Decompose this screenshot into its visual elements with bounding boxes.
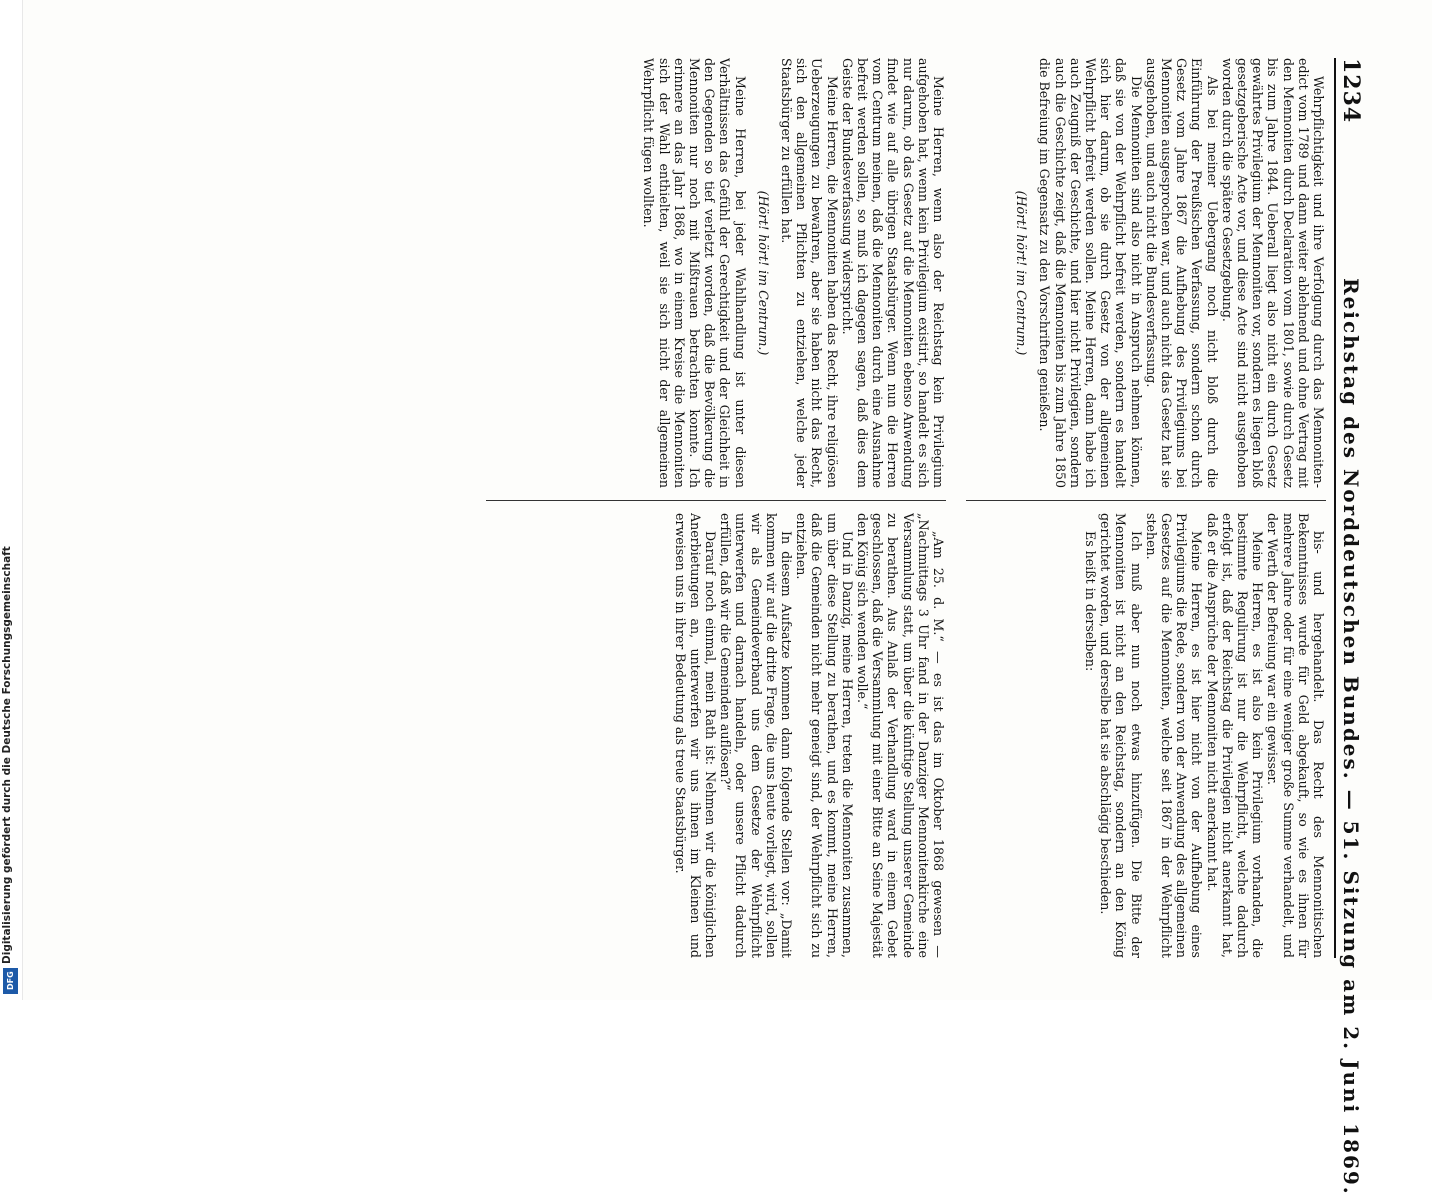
paragraph: Meine Herren, wenn also der Reichstag kein Privilegium aufgehoben hat, wenn kein Privilegium existirt, so handelt es sich nur darum, ob das Gesetz auf die Mennoniten ebenso Anwendung findet wie auf alle übrigen Staatsbürger. Wenn nun die Herren vom Centrum meinen, daß die Mennoniten durch eine Ausnahme befreit werden sollen, so muß ich dagegen sagen, daß dies dem Geiste der Bundesverfassung widerspricht. <box>839 58 946 488</box>
paragraph: Meine Herren, die Mennoniten haben das Recht, ihre religiösen Ueberzeugungen zu bewahren, aber sie haben nicht das Recht, sich den allgemeinen Pflichten zu entziehen, welche jeder Staatsbürger zu erfüllen hat. <box>778 58 840 488</box>
paragraph: Die Mennoniten sind also nicht in Anspruch nehmen können, daß sie von der Wehrpflicht befreit werden, sondern es handelt sich hier darum, ob sie durch Gesetz von der allgemeinen Wehrpflicht befreit werden sollen. Meine Herren, dann habe ich auch Zeugniß der Geschichte, und hier nicht Privilegien, sondern auch die Geschichte zeigt, daß die Mennoniten bis zum Jahre 1850 die Befreiung im Gegensatz zu den Vorschriften genießen. <box>1037 58 1144 488</box>
column-divider <box>486 500 946 501</box>
paragraph: bis- und hergehandelt. Das Recht des Mennonitischen Bekenntnisses wurde für Geld abgekauft, so wie es ihnen für mehrere Jahre oder für eine weniger große Summe verhandelt, und der Werth der Befreiung war ein gewisser. <box>1265 513 1326 958</box>
column-upper-left <box>966 58 1326 488</box>
digitization-notice: Digitalisierung gefördert durch die Deutsche Forschungsgemeinschaft <box>1 546 13 964</box>
column-lower-right <box>486 513 946 958</box>
page-number: 1234 <box>1338 58 1364 124</box>
paragraph: Darauf noch einmal, mein Rath ist: Nehmen wir die königlichen Anerbietungen an, unterwerfen wir uns ihnen im Kleinen und erweisen uns in ihrer Bedeutung als treue Staatsbürger. <box>672 513 718 958</box>
page-title: Reichstag des Norddeutschen Bundes. — 51. Sitzung am 2. Juni 1869. <box>1339 278 1363 1196</box>
paragraph: Meine Herren, es ist hier nicht von der Aufhebung eines Privilegiums die Rede, sondern von der Anwendung des allgemeinen Gesetzes auf die Mennoniten, welche seit 1867 in der Wehrpflicht stehen. <box>1143 513 1205 958</box>
paragraph: In diesem Aufsatze kommen dann folgende Stellen vor: „Damit kommen wir auf die dritte Frage, die uns heute vorliegt, wird, sollen wir als Gemeindeverband uns dem Gesetze der Wehrpflicht unterwerfen und darnach handeln, oder unsere Pflicht dadurch erfüllen, daß wir die Gemeinden auflösen?“ <box>718 513 794 958</box>
dfg-logo-icon: DFG <box>3 968 18 994</box>
column-upper-right <box>966 513 1326 958</box>
paragraph: Und in Danzig, meine Herren, treten die Mennoniten zusammen, um über diese Stellung zu berathen, und es kommt, meine Herren, daß die Gemeinden nicht mehr geneigt sind, der Wehrpflicht sich zu entziehen. <box>794 513 855 958</box>
scan-side-strip <box>0 0 23 1000</box>
paragraph: Meine Herren, bei jeder Wahlhandlung ist unter diesen Verhältnissen das Gefühl der Gerechtigkeit und der Gleichheit in den Gegenden so tief verletzt worden, daß die Bevölkerung die Mennoniten nur noch mit Mißtrauen betrachten konnte. Ich erinnere an das Jahr 1868, wo in einem Kreise die Mennoniten sich der Wahl enthielten, weil sie sich nicht der allgemeinen Wehrpflicht fügen wollten. <box>641 58 748 488</box>
running-head <box>1334 58 1366 1196</box>
paragraph: Es heißt in derselben: <box>1082 531 1098 672</box>
column-divider <box>966 500 1326 501</box>
paragraph: Wehrpflichtigkeit und ihre Verfolgung durch das Mennoniten-edict vom 1789 und dann weiter ablehnend und ohne Vertrag mit den Mennoniten durch Declaration vom 1801, sowie durch Gesetz bis zum Jahre 1844. Ueberall liegt also nicht ein durch Gesetz gewährtes Privilegium der Mennoniten vor, sondern es liegen bloß gesetzgeberische Acte vor, und diese Acte sind nicht ausgehoben worden durch die spätere Gesetzgebung. <box>1219 58 1326 488</box>
paragraph: Als bei meiner Uebergang noch nicht bloß durch die Einführung der Preußischen Verfassung, sondern schon durch Gesetz vom Jahre 1867 die Aufhebung des Privilegiums bei Mennoniten ausgesprochen war, und auch nicht das Gesetz hat sie ausgehoben, und auch nicht die Bundesverfassung. <box>1143 58 1220 488</box>
interjection: (Hört! hört! im Centrum.) <box>1014 190 1030 356</box>
column-lower-left <box>486 58 946 488</box>
newspaper-sheet <box>66 58 1366 1196</box>
paragraph: Ich muß aber nun noch etwas hinzufügen. Die Bitte der Mennoniten ist nicht an den Reichstag, sondern an den König gerichtet worden, und derselbe hat sie abschlägig beschieden. <box>1098 513 1144 958</box>
interjection: (Hört! hört! im Centrum.) <box>755 190 771 356</box>
paragraph: „Am 25. d. M.“ — es ist das im Oktober 1868 gewesen — „Nachmittags 3 Uhr fand in der Danziger Mennonitenkirche eine Versammlung statt, um über die künftige Stellung unserer Gemeinde zu berathen. Aus Anlaß der Verhandlung ward in einem Gebet geschlossen, daß die Versammlung mit einer Bitte an Seine Majestät den König sich wenden wolle.“ <box>854 513 946 958</box>
paragraph: Meine Herren, es ist also kein Privilegium vorhanden, die bestimmte Regulirung ist nur die Wehrpflicht, welche dadurch erfolgt ist, daß der Reichstag die Privilegien nicht anerkannt hat, daß er die Ansprüche der Mennoniten nicht anerkannt hat. <box>1204 513 1266 958</box>
